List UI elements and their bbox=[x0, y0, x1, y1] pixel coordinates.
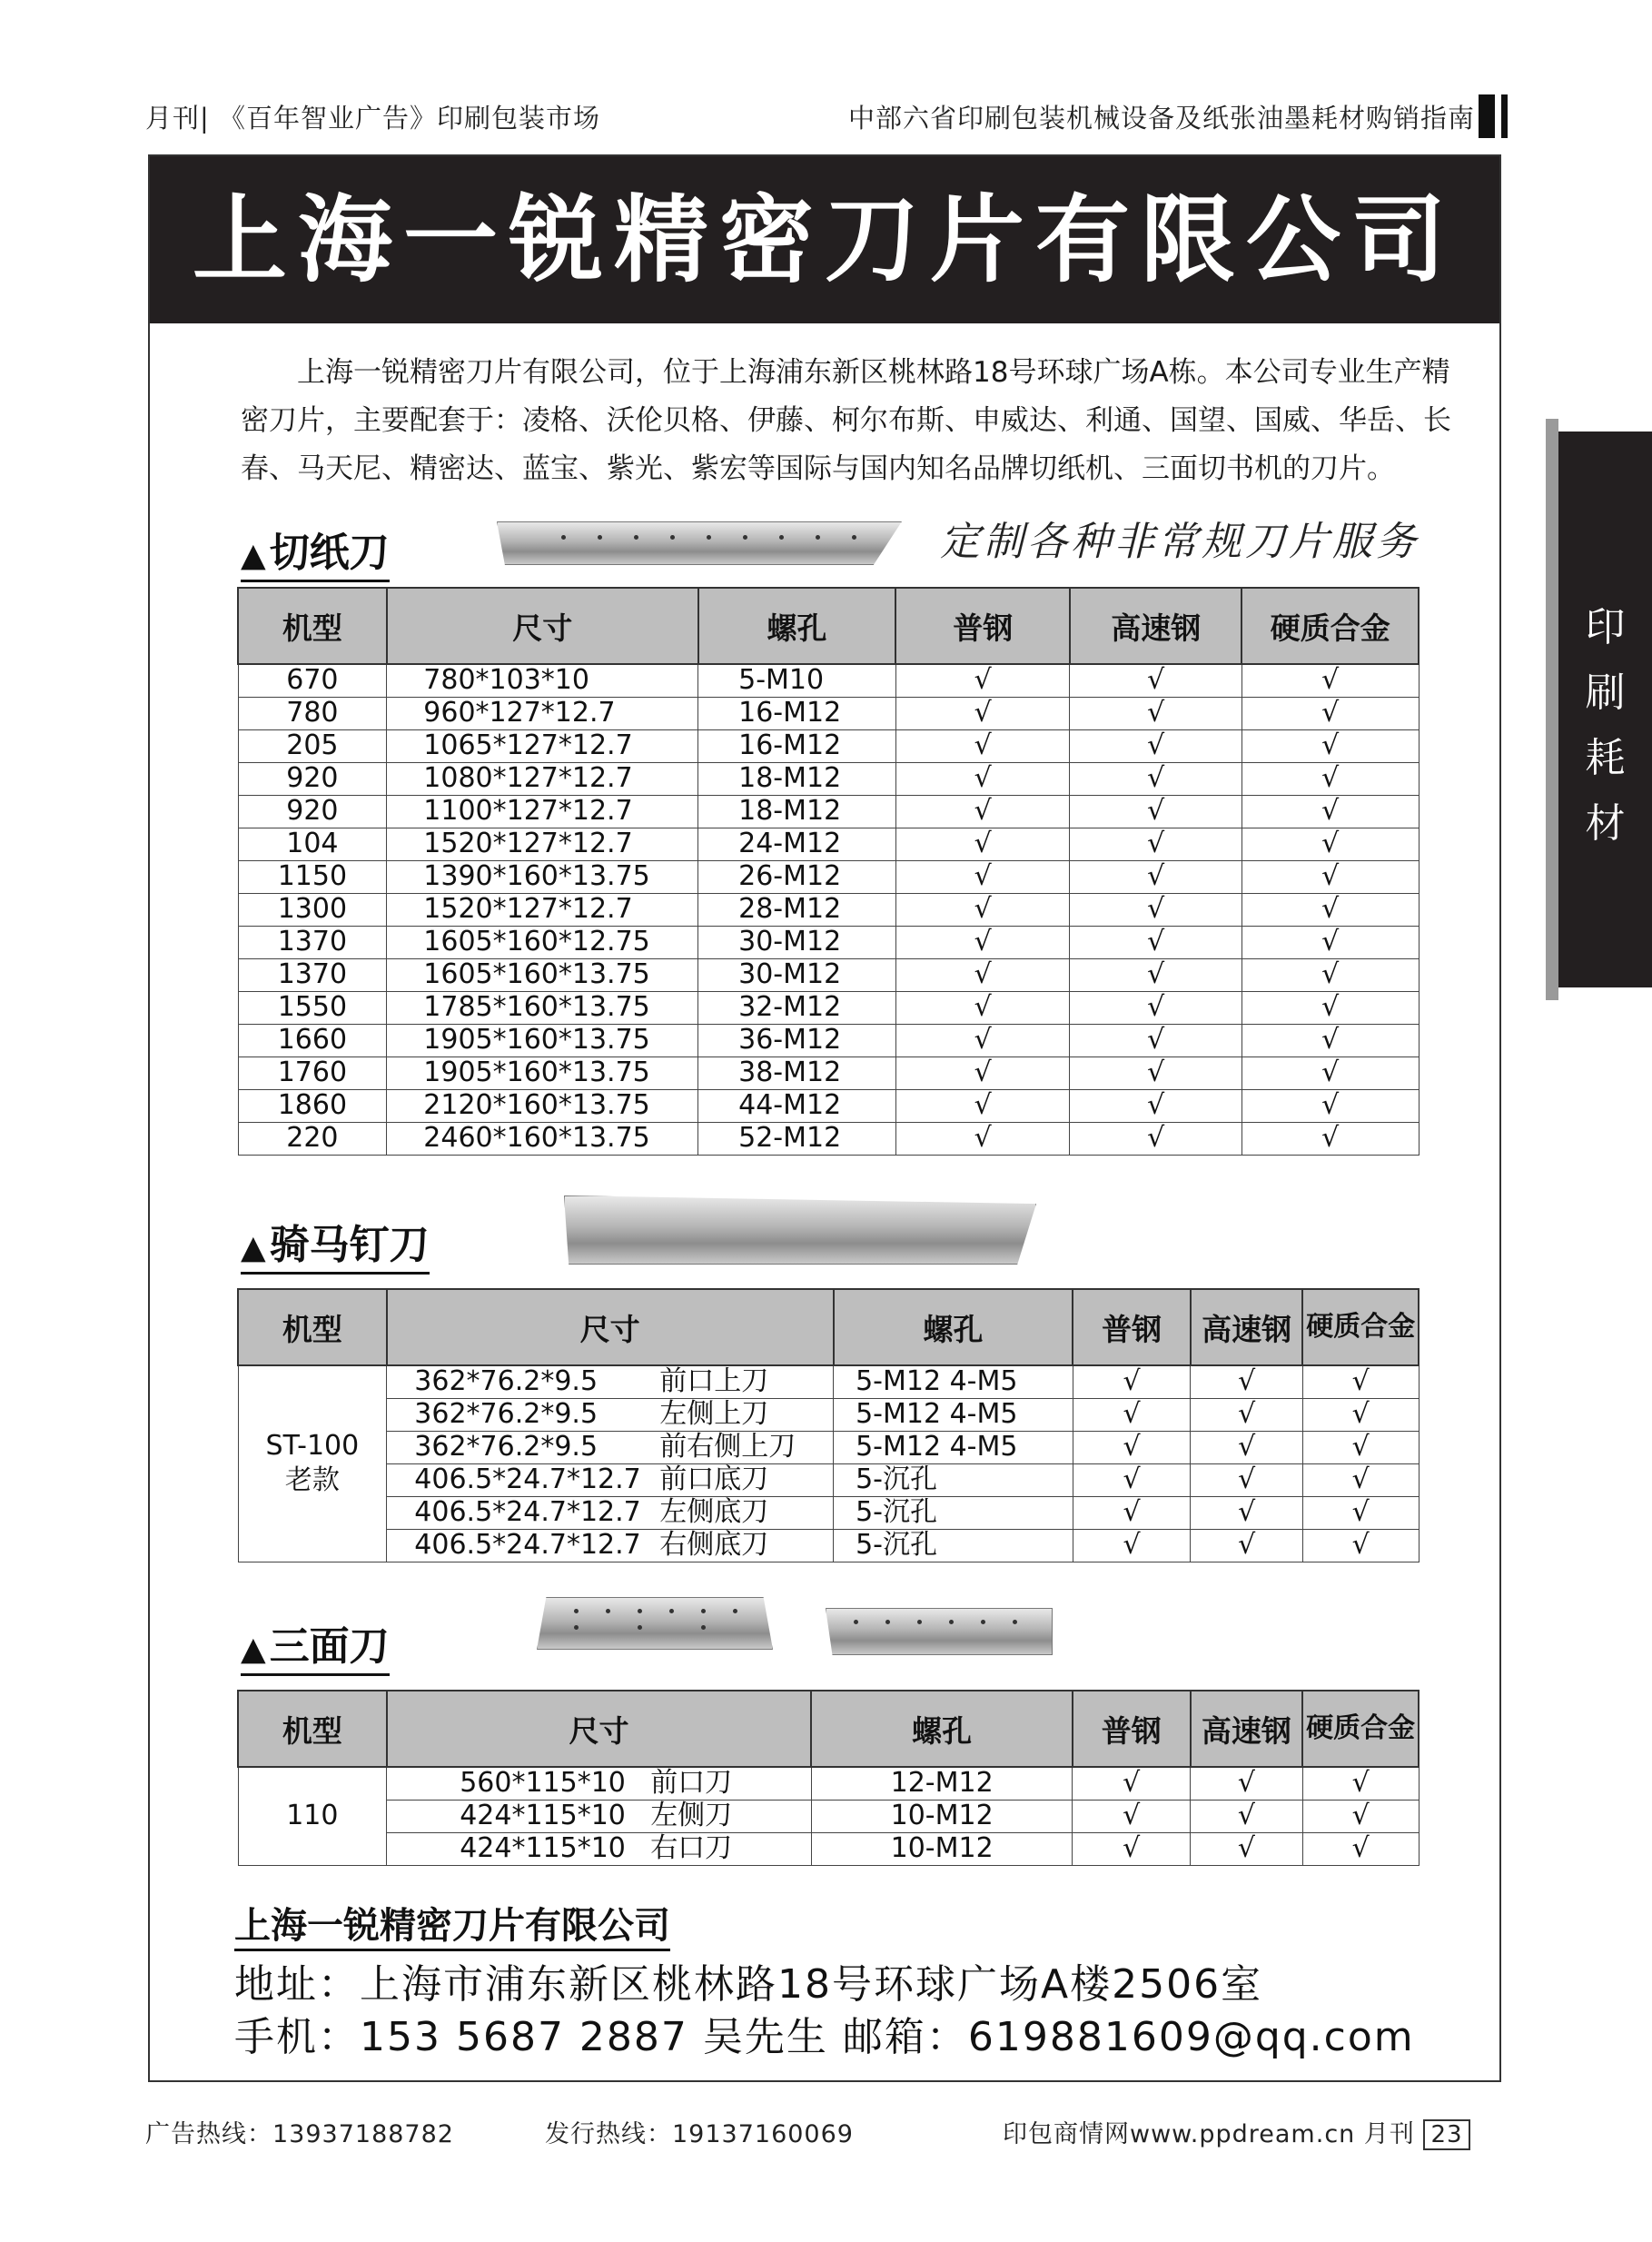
check-cell: √ bbox=[1241, 860, 1419, 893]
holes-cell: 5-沉孔 bbox=[834, 1529, 1073, 1562]
size-cell: 1065*127*12.7 bbox=[387, 729, 698, 762]
side-tab-text bbox=[1558, 595, 1652, 857]
holes-cell: 30-M12 bbox=[698, 958, 896, 991]
table-row bbox=[238, 1767, 1419, 1800]
size-cell: 2120*160*13.75 bbox=[387, 1089, 698, 1122]
check-cell: √ bbox=[1241, 1057, 1419, 1089]
check-cell: √ bbox=[1073, 1463, 1191, 1496]
model-cell: 1370 bbox=[238, 926, 387, 958]
check-cell: √ bbox=[895, 762, 1070, 795]
table-row bbox=[238, 1431, 1419, 1463]
size-cell: 2460*160*13.75 bbox=[387, 1122, 698, 1155]
model-cell: 780 bbox=[238, 697, 387, 729]
check-cell: √ bbox=[1070, 762, 1242, 795]
header-bar-mark bbox=[1479, 94, 1495, 138]
table-row bbox=[238, 991, 1419, 1024]
page-number: 23 bbox=[1423, 2119, 1469, 2150]
header-left: 月刊| 《百年智业广告》印刷包装市场 bbox=[145, 103, 600, 134]
model-cell: 1370 bbox=[238, 958, 387, 991]
size-cell: 780*103*10 bbox=[387, 664, 698, 697]
table-row bbox=[238, 664, 1419, 697]
holes-cell: 5-M10 bbox=[698, 664, 896, 697]
check-cell: √ bbox=[895, 860, 1070, 893]
model-cell: 104 bbox=[238, 828, 387, 860]
ad-frame bbox=[148, 154, 1501, 2082]
check-cell: √ bbox=[1070, 926, 1242, 958]
check-cell: √ bbox=[1302, 1767, 1419, 1800]
three-knife-blade-image-2 bbox=[826, 1608, 1053, 1655]
blade-position: 前右侧上刀 bbox=[659, 1431, 796, 1463]
table-row bbox=[238, 1800, 1419, 1832]
model-cell: 1860 bbox=[238, 1089, 387, 1122]
check-cell: √ bbox=[1241, 958, 1419, 991]
model-cell: 670 bbox=[238, 664, 387, 697]
check-cell: √ bbox=[1191, 1800, 1303, 1832]
side-tab-char: 印 bbox=[1585, 604, 1626, 650]
size-cell bbox=[387, 1800, 812, 1832]
check-cell: √ bbox=[895, 1057, 1070, 1089]
check-cell: √ bbox=[895, 1089, 1070, 1122]
holes-cell: 26-M12 bbox=[698, 860, 896, 893]
check-cell: √ bbox=[1073, 1800, 1191, 1832]
col-header-model: 机型 bbox=[238, 1691, 387, 1767]
blade-position: 左侧上刀 bbox=[659, 1398, 769, 1430]
check-cell: √ bbox=[895, 664, 1070, 697]
check-cell: √ bbox=[1241, 828, 1419, 860]
check-cell: √ bbox=[895, 926, 1070, 958]
table-row bbox=[238, 1024, 1419, 1057]
table-row bbox=[238, 1057, 1419, 1089]
check-cell: √ bbox=[1302, 1463, 1419, 1496]
check-cell: √ bbox=[1070, 795, 1242, 828]
saddle-stitch-table bbox=[237, 1288, 1420, 1562]
blade-position: 右口刀 bbox=[650, 1832, 733, 1864]
check-cell: √ bbox=[1070, 828, 1242, 860]
check-cell: √ bbox=[1070, 697, 1242, 729]
check-cell: √ bbox=[1073, 1496, 1191, 1529]
table-row bbox=[238, 828, 1419, 860]
check-cell: √ bbox=[1191, 1365, 1303, 1398]
table-row bbox=[238, 860, 1419, 893]
check-cell: √ bbox=[1241, 1089, 1419, 1122]
check-cell: √ bbox=[895, 729, 1070, 762]
site-info bbox=[1003, 2114, 1470, 2150]
col-header-carbide: 硬质合金 bbox=[1302, 1289, 1419, 1365]
check-cell: √ bbox=[895, 828, 1070, 860]
check-cell: √ bbox=[1073, 1767, 1191, 1800]
site-text: 印包商情网www.ppdream.cn 月刊 bbox=[1003, 2120, 1415, 2148]
check-cell: √ bbox=[1070, 664, 1242, 697]
table-row bbox=[238, 697, 1419, 729]
col-header-carbon-steel: 普钢 bbox=[1073, 1691, 1191, 1767]
check-cell: √ bbox=[1302, 1431, 1419, 1463]
blade-position: 左侧刀 bbox=[650, 1800, 733, 1831]
check-cell: √ bbox=[1241, 664, 1419, 697]
check-cell: √ bbox=[1070, 958, 1242, 991]
col-header-size: 尺寸 bbox=[387, 1691, 812, 1767]
col-header-holes: 螺孔 bbox=[811, 1691, 1072, 1767]
check-cell: √ bbox=[895, 893, 1070, 926]
size-value: 424*115*10 bbox=[460, 1800, 626, 1831]
col-header-hss: 高速钢 bbox=[1191, 1289, 1303, 1365]
side-tab-char: 刷 bbox=[1585, 670, 1626, 716]
table-row bbox=[238, 729, 1419, 762]
blade-position: 左侧底刀 bbox=[659, 1496, 769, 1528]
holes-cell: 24-M12 bbox=[698, 828, 896, 860]
size-value: 406.5*24.7*12.7 bbox=[414, 1463, 641, 1495]
check-cell: √ bbox=[1070, 1057, 1242, 1089]
size-cell bbox=[387, 1431, 834, 1463]
table-row bbox=[238, 1365, 1419, 1398]
model-line: ST-100 bbox=[265, 1430, 360, 1463]
holes-cell: 10-M12 bbox=[811, 1800, 1072, 1832]
model-line: 老款 bbox=[284, 1464, 340, 1497]
check-cell: √ bbox=[895, 991, 1070, 1024]
custom-service-text: 定制各种非常规刀片服务 bbox=[940, 519, 1420, 565]
check-cell: √ bbox=[1241, 1122, 1419, 1155]
check-cell: √ bbox=[1070, 893, 1242, 926]
col-header-carbide: 硬质合金 bbox=[1241, 588, 1419, 664]
check-cell: √ bbox=[1241, 697, 1419, 729]
check-cell: √ bbox=[1191, 1431, 1303, 1463]
check-cell: √ bbox=[1191, 1529, 1303, 1562]
check-cell: √ bbox=[1073, 1832, 1191, 1865]
saddle-stitch-blade-image bbox=[564, 1195, 1036, 1265]
size-cell bbox=[387, 1529, 834, 1562]
holes-cell: 38-M12 bbox=[698, 1057, 896, 1089]
holes-cell: 32-M12 bbox=[698, 991, 896, 1024]
blade-position: 前口底刀 bbox=[659, 1463, 769, 1495]
company-intro bbox=[241, 349, 1458, 493]
size-cell: 1520*127*12.7 bbox=[387, 893, 698, 926]
table-row bbox=[238, 1463, 1419, 1496]
check-cell: √ bbox=[1241, 926, 1419, 958]
holes-cell: 44-M12 bbox=[698, 1089, 896, 1122]
size-cell bbox=[387, 1832, 812, 1865]
check-cell: √ bbox=[1241, 991, 1419, 1024]
table-row bbox=[238, 893, 1419, 926]
check-cell: √ bbox=[1302, 1398, 1419, 1431]
holes-cell: 12-M12 bbox=[811, 1767, 1072, 1800]
check-cell: √ bbox=[1070, 1122, 1242, 1155]
size-cell: 1080*127*12.7 bbox=[387, 762, 698, 795]
size-cell bbox=[387, 1365, 834, 1398]
check-cell: √ bbox=[1073, 1431, 1191, 1463]
size-value: 424*115*10 bbox=[460, 1832, 626, 1864]
table-row bbox=[238, 1089, 1419, 1122]
holes-cell: 16-M12 bbox=[698, 729, 896, 762]
check-cell: √ bbox=[895, 1024, 1070, 1057]
holes-cell: 30-M12 bbox=[698, 926, 896, 958]
col-header-hss: 高速钢 bbox=[1070, 588, 1242, 664]
ad-hotline: 广告热线：13937188782 bbox=[145, 2120, 454, 2148]
check-cell: √ bbox=[1073, 1398, 1191, 1431]
size-value: 406.5*24.7*12.7 bbox=[414, 1529, 641, 1561]
size-value: 362*76.2*9.5 bbox=[414, 1431, 598, 1463]
triangle-icon: ▲ bbox=[241, 1631, 266, 1668]
col-header-holes: 螺孔 bbox=[834, 1289, 1073, 1365]
size-cell bbox=[387, 1398, 834, 1431]
holes-cell: 5-M12 4-M5 bbox=[834, 1398, 1073, 1431]
col-header-carbon-steel: 普钢 bbox=[895, 588, 1070, 664]
holes-cell: 28-M12 bbox=[698, 893, 896, 926]
check-cell: √ bbox=[1302, 1496, 1419, 1529]
size-cell bbox=[387, 1496, 834, 1529]
col-header-model: 机型 bbox=[238, 588, 387, 664]
check-cell: √ bbox=[1070, 1089, 1242, 1122]
triangle-icon: ▲ bbox=[241, 537, 266, 574]
size-value: 362*76.2*9.5 bbox=[414, 1398, 598, 1430]
header-bar-mark bbox=[1501, 94, 1508, 138]
model-cell: 220 bbox=[238, 1122, 387, 1155]
check-cell: √ bbox=[1241, 729, 1419, 762]
size-cell: 1605*160*13.75 bbox=[387, 958, 698, 991]
check-cell: √ bbox=[1302, 1800, 1419, 1832]
three-knife-table bbox=[237, 1690, 1420, 1866]
table-row bbox=[238, 926, 1419, 958]
holes-cell: 10-M12 bbox=[811, 1832, 1072, 1865]
col-header-size: 尺寸 bbox=[387, 1289, 834, 1365]
size-cell: 1905*160*13.75 bbox=[387, 1057, 698, 1089]
check-cell: √ bbox=[1241, 1024, 1419, 1057]
check-cell: √ bbox=[1302, 1365, 1419, 1398]
check-cell: √ bbox=[1191, 1767, 1303, 1800]
check-cell: √ bbox=[895, 697, 1070, 729]
check-cell: √ bbox=[1073, 1365, 1191, 1398]
table-row bbox=[238, 1832, 1419, 1865]
holes-cell: 52-M12 bbox=[698, 1122, 896, 1155]
check-cell: √ bbox=[1241, 795, 1419, 828]
size-cell: 1605*160*12.75 bbox=[387, 926, 698, 958]
check-cell: √ bbox=[1302, 1832, 1419, 1865]
col-header-holes: 螺孔 bbox=[698, 588, 896, 664]
header-right: 中部六省印刷包装机械设备及纸张油墨耗材购销指南 bbox=[847, 103, 1475, 134]
holes-cell: 16-M12 bbox=[698, 697, 896, 729]
issue-hotline: 发行热线：19137160069 bbox=[545, 2120, 854, 2148]
blade-position: 前口上刀 bbox=[659, 1365, 769, 1398]
model-cell: 205 bbox=[238, 729, 387, 762]
size-cell bbox=[387, 1767, 812, 1800]
table-row bbox=[238, 1529, 1419, 1562]
size-cell: 1785*160*13.75 bbox=[387, 991, 698, 1024]
size-cell: 960*127*12.7 bbox=[387, 697, 698, 729]
model-cell: 1660 bbox=[238, 1024, 387, 1057]
check-cell: √ bbox=[1302, 1529, 1419, 1562]
check-cell: √ bbox=[1070, 860, 1242, 893]
col-header-hss: 高速钢 bbox=[1191, 1691, 1303, 1767]
holes-cell: 5-M12 4-M5 bbox=[834, 1365, 1073, 1398]
size-value: 560*115*10 bbox=[460, 1767, 626, 1800]
check-cell: √ bbox=[1191, 1398, 1303, 1431]
size-cell: 1905*160*13.75 bbox=[387, 1024, 698, 1057]
holes-cell: 36-M12 bbox=[698, 1024, 896, 1057]
holes-cell: 18-M12 bbox=[698, 762, 896, 795]
section-title-text: 切纸刀 bbox=[269, 530, 390, 576]
side-category-tab bbox=[1558, 432, 1652, 987]
company-title-banner: 上海一锐精密刀片有限公司 bbox=[150, 156, 1499, 323]
table-row bbox=[238, 1122, 1419, 1155]
three-knife-blade-image-1 bbox=[537, 1597, 773, 1650]
size-cell: 1100*127*12.7 bbox=[387, 795, 698, 828]
check-cell: √ bbox=[1070, 729, 1242, 762]
check-cell: √ bbox=[1073, 1529, 1191, 1562]
blade-position: 右侧底刀 bbox=[659, 1529, 769, 1561]
col-header-size: 尺寸 bbox=[387, 588, 698, 664]
col-header-carbon-steel: 普钢 bbox=[1073, 1289, 1191, 1365]
table-row bbox=[238, 762, 1419, 795]
size-cell: 1520*127*12.7 bbox=[387, 828, 698, 860]
check-cell: √ bbox=[1191, 1496, 1303, 1529]
check-cell: √ bbox=[1241, 762, 1419, 795]
check-cell: √ bbox=[895, 958, 1070, 991]
table-row bbox=[238, 1398, 1419, 1431]
holes-cell: 18-M12 bbox=[698, 795, 896, 828]
model-cell: 920 bbox=[238, 795, 387, 828]
table-row bbox=[238, 795, 1419, 828]
blade-position: 前口刀 bbox=[650, 1767, 733, 1800]
model-cell: 110 bbox=[238, 1767, 387, 1865]
side-tab-char: 材 bbox=[1585, 800, 1626, 847]
holes-cell: 5-M12 4-M5 bbox=[834, 1431, 1073, 1463]
section-title-text: 骑马钉刀 bbox=[269, 1222, 430, 1268]
section-title-text: 三面刀 bbox=[269, 1623, 390, 1670]
contact-phone-email: 手机：153 5687 2887 吴先生 邮箱：619881609@qq.com bbox=[234, 2014, 1415, 2060]
table-row bbox=[238, 1496, 1419, 1529]
check-cell: √ bbox=[1070, 991, 1242, 1024]
model-cell bbox=[238, 1365, 387, 1562]
check-cell: √ bbox=[895, 1122, 1070, 1155]
paper-cutter-table bbox=[237, 587, 1420, 1156]
check-cell: √ bbox=[895, 795, 1070, 828]
model-cell: 1760 bbox=[238, 1057, 387, 1089]
check-cell: √ bbox=[1070, 1024, 1242, 1057]
triangle-icon: ▲ bbox=[241, 1229, 266, 1266]
holes-cell: 5-沉孔 bbox=[834, 1496, 1073, 1529]
size-value: 362*76.2*9.5 bbox=[414, 1365, 598, 1398]
col-header-model: 机型 bbox=[238, 1289, 387, 1365]
contact-address: 地址：上海市浦东新区桃林路18号环球广场A楼2506室 bbox=[234, 1961, 1263, 2008]
holes-cell: 5-沉孔 bbox=[834, 1463, 1073, 1496]
paper-cutter-blade-image bbox=[497, 521, 902, 565]
intro-paragraph: 上海一锐精密刀片有限公司，位于上海浦东新区桃林路18号环球广场A栋。本公司专业生产精密刀片，主要配套于：凌格、沃伦贝格、伊藤、柯尔布斯、申威达、利通、国望、国威、华岳、长春、马天尼、精密达、蓝宝、紫光、紫宏等国际与国内知名品牌切纸机、三面切书机的刀片。 bbox=[241, 356, 1451, 485]
col-header-carbide: 硬质合金 bbox=[1302, 1691, 1419, 1767]
size-value: 406.5*24.7*12.7 bbox=[414, 1496, 641, 1528]
size-cell: 1390*160*13.75 bbox=[387, 860, 698, 893]
table-row bbox=[238, 958, 1419, 991]
model-cell: 1150 bbox=[238, 860, 387, 893]
check-cell: √ bbox=[1191, 1463, 1303, 1496]
size-cell bbox=[387, 1463, 834, 1496]
section-title-saddle-stitch bbox=[241, 1212, 430, 1275]
section-title-three-knife bbox=[241, 1613, 390, 1676]
model-cell: 1550 bbox=[238, 991, 387, 1024]
contact-company-name: 上海一锐精密刀片有限公司 bbox=[234, 1897, 670, 1951]
model-cell: 920 bbox=[238, 762, 387, 795]
model-cell: 1300 bbox=[238, 893, 387, 926]
check-cell: √ bbox=[1241, 893, 1419, 926]
side-tab-char: 耗 bbox=[1585, 735, 1626, 781]
check-cell: √ bbox=[1191, 1832, 1303, 1865]
section-title-paper-cutter bbox=[241, 520, 390, 582]
